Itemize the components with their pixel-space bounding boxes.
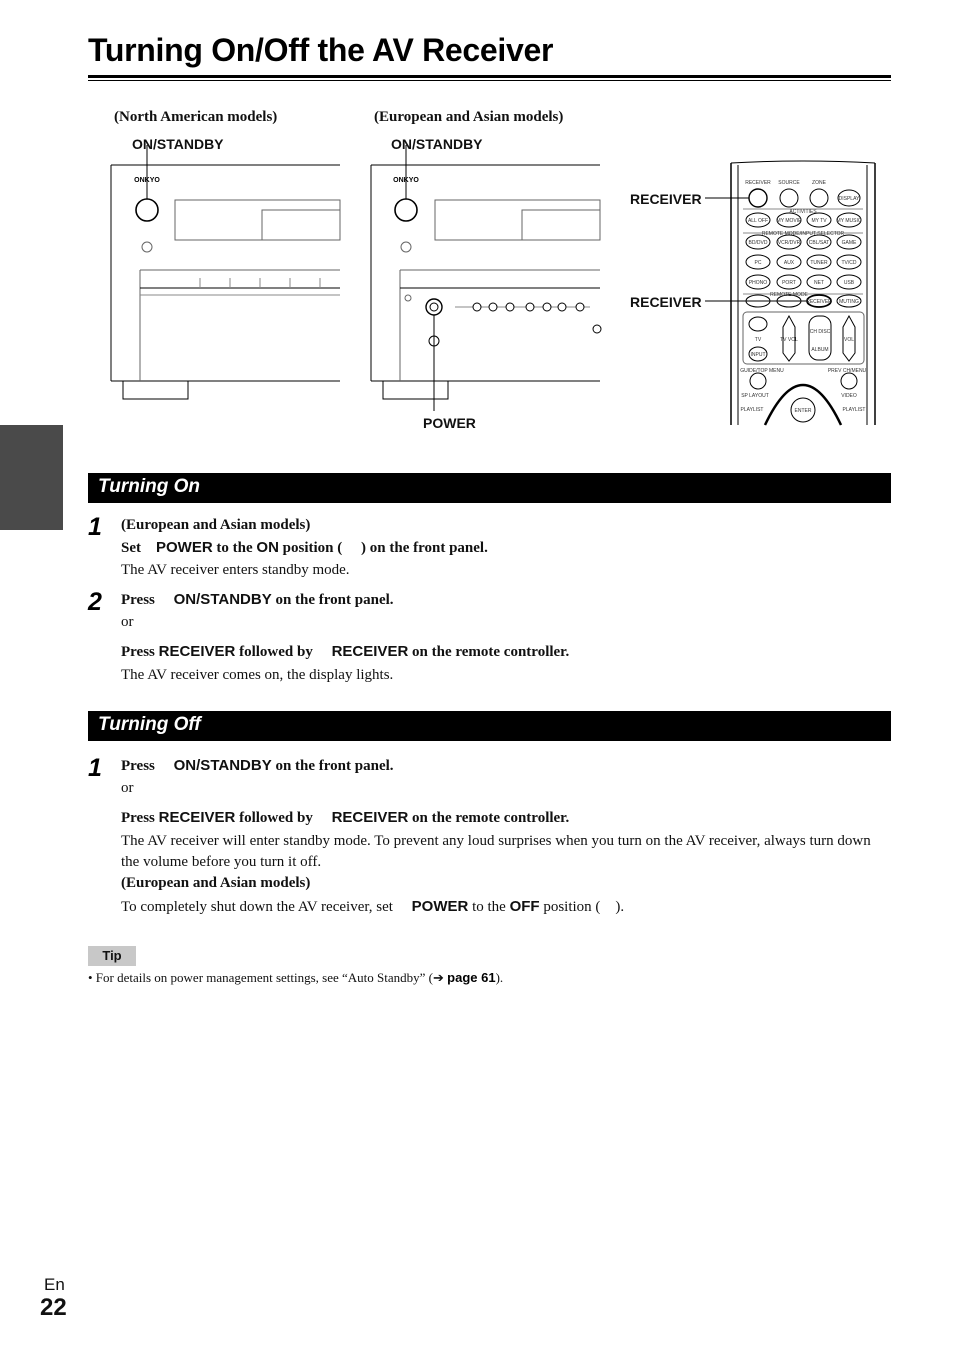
remote-usb-text: USB	[843, 280, 855, 286]
remote-tv-vol-text: TV VOL	[780, 337, 798, 343]
turning-on-step-1-result: The AV receiver enters standby mode.	[121, 562, 350, 578]
turning-on-step-2-or: or	[121, 614, 134, 630]
remote-sp-layout-text: SP LAYOUT	[741, 393, 769, 399]
turning-on-step-2-remote: Press RECEIVER followed by RECEIVER on the remote controller.	[121, 643, 570, 660]
turning-off-step-1-result: The AV receiver will enter standby mode. To prevent any loud surprises when you turn on the AV receiver, always turn down the volume before you turn it off.	[121, 833, 871, 870]
tip-badge: Tip	[88, 946, 136, 966]
title-rule-thick	[88, 75, 891, 78]
remote-vcr-dvr-text: VCR/DVR	[777, 240, 801, 246]
eu-on-standby-label: ON/STANDBY	[391, 136, 483, 152]
remote-aux-text: AUX	[783, 260, 795, 266]
page-language: En	[44, 1275, 65, 1294]
remote-net-text: NET	[814, 280, 824, 286]
remote-my-tv-text: MY TV	[811, 218, 827, 224]
remote-vol-text: VOL	[843, 337, 855, 343]
title-rule-thin	[88, 80, 891, 81]
north-american-caption: (North American models)	[114, 109, 278, 125]
turning-off-step-1-models: (European and Asian models)	[121, 875, 311, 891]
power-label: POWER	[423, 415, 476, 431]
receiver-label-top: RECEIVER	[630, 191, 702, 207]
na-brand-logo: ONKYO	[134, 177, 160, 184]
remote-pc-text: PC	[754, 260, 762, 266]
turning-off-heading: Turning Off	[88, 711, 891, 741]
remote-receiver-btn-text: RECEIVER	[806, 299, 832, 305]
remote-prev-ch-text: PREV CH/MENU	[827, 368, 867, 374]
eu-front-panel	[371, 145, 601, 411]
remote-guide-text: GUIDE/TOP MENU	[740, 368, 784, 374]
remote-album-text: ALBUM	[811, 347, 829, 353]
remote-all-off-text: ALL OFF	[747, 218, 769, 224]
page-number: 22	[40, 1294, 67, 1321]
page-title: Turning On/Off the AV Receiver	[88, 32, 554, 68]
remote-tv-text: TV	[754, 337, 762, 343]
receiver-label-bottom: RECEIVER	[630, 294, 702, 310]
remote-my-movie-text: MY MOVIE	[776, 218, 802, 224]
remote-zone-text: ZONE	[812, 180, 826, 186]
remote-game-text: GAME	[841, 240, 857, 246]
turning-on-step-2-number: 2	[88, 588, 102, 616]
remote-activities-text: ACTIVITIES	[789, 209, 817, 215]
tip-text: • For details on power management settings, see “Auto Standby” (➔ page 61).	[88, 970, 504, 985]
na-on-standby-label: ON/STANDBY	[132, 136, 224, 152]
panel-drawings	[100, 105, 890, 435]
turning-on-step-1-number: 1	[88, 513, 102, 541]
remote-port-text: PORT	[782, 280, 796, 286]
page-61-link[interactable]: page 61	[447, 970, 496, 985]
remote-video-text: VIDEO	[841, 393, 857, 399]
chapter-side-tab	[0, 425, 63, 530]
remote-tuner-text: TUNER	[810, 260, 828, 266]
remote-cbl-sat-text: CBL/SAT	[808, 240, 830, 246]
remote-input-text: INPUT	[750, 352, 766, 358]
remote-enter-text: ENTER	[794, 408, 812, 414]
turning-off-step-1-remote: Press RECEIVER followed by RECEIVER on the remote controller.	[121, 809, 570, 826]
remote-tv-cd-text: TV/CD	[841, 260, 857, 266]
turning-off-step-1-press: Press ON/STANDBY on the front panel.	[121, 757, 394, 774]
remote-muting-text: MUTING	[839, 299, 859, 305]
remote-mode-selector-text: REMOTE MODE/INPUT SELECTOR	[761, 231, 845, 237]
turning-off-step-1-number: 1	[88, 754, 102, 782]
turning-on-step-2-press: Press ON/STANDBY on the front panel.	[121, 591, 394, 608]
remote-ch-disc-text: CH DISC	[809, 329, 831, 335]
turning-off-step-1-or: or	[121, 780, 134, 796]
receiver-illustration	[100, 105, 890, 435]
remote-bd-dvd-text: BD/DVD	[748, 240, 768, 246]
remote-receiver-text: RECEIVER	[745, 180, 771, 186]
remote-playlist-right-text: PLAYLIST	[842, 407, 866, 413]
remote-my-music-text: MY MUSIC	[836, 218, 862, 224]
remote-display-text: DISPLAY	[838, 196, 860, 202]
remote-mode-text: REMOTE MODE	[770, 292, 808, 298]
european-asian-caption: (European and Asian models)	[374, 109, 564, 125]
eu-brand-logo: ONKYO	[393, 177, 419, 184]
remote-phono-text: PHONO	[748, 280, 768, 286]
turning-on-heading: Turning On	[88, 473, 891, 503]
turning-on-step-1-models: (European and Asian models)	[121, 517, 311, 533]
turning-on-step-2-result: The AV receiver comes on, the display lights.	[121, 667, 394, 683]
arrow-icon: ➔	[433, 970, 444, 985]
turning-off-step-1-shutdown: To completely shut down the AV receiver, set POWER to the OFF position ( ).	[121, 898, 625, 915]
turning-on-step-1-instruction: Set POWER to the ON position ( ) on the front panel.	[121, 539, 488, 556]
remote-source-text: SOURCE	[778, 180, 800, 186]
remote-playlist-left-text: PLAYLIST	[740, 407, 764, 413]
